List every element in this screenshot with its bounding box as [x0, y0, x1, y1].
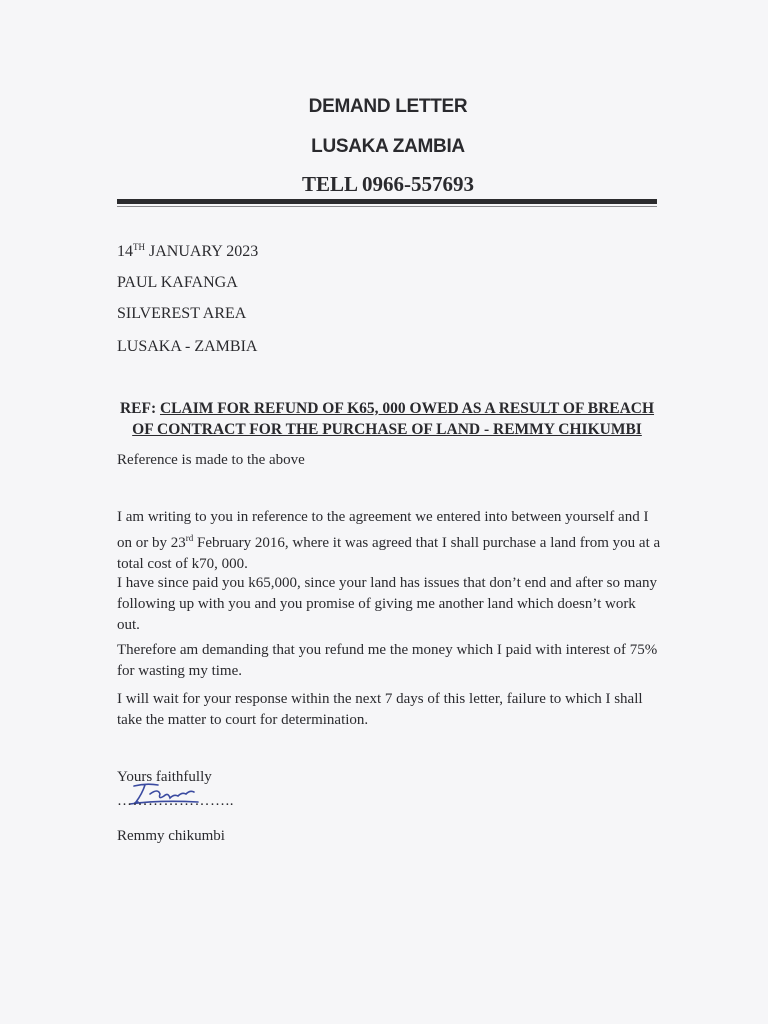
ref-line-1: CLAIM FOR REFUND OF K65, 000 OWED AS A RESULT OF BREACH	[159, 400, 655, 417]
recipient-name: PAUL KAFANGA	[117, 274, 238, 291]
paragraph-deadline: I will wait for your response within the next 7 days of this letter, failure to which I shall take the matter to court for determination.	[117, 691, 643, 728]
letter-title: DEMAND LETTER	[308, 96, 468, 117]
ref-line-2: OF CONTRACT FOR THE PURCHASE OF LAND - REMMY CHIKUMBI	[132, 421, 642, 438]
p1-sup: rd	[185, 533, 194, 543]
letter-phone: TELL 0966-557693	[301, 172, 475, 196]
date-rest: JANUARY 2023	[145, 243, 259, 260]
recipient-city: LUSAKA - ZAMBIA	[117, 338, 258, 355]
recipient-area: SILVEREST AREA	[117, 305, 247, 322]
closing-salutation: Yours faithfully	[117, 769, 212, 785]
header-rule-thin	[117, 206, 657, 207]
reference-heading	[117, 398, 657, 440]
paragraph-demand: Therefore am demanding that you refund me the money which I paid with interest of 75% for wasting my time.	[117, 642, 658, 679]
p1-text-b: February 2016, where it was agreed that I shall purchase a land from you at a total cost of k70, 000.	[117, 535, 661, 572]
signatory-name: Remmy chikumbi	[117, 828, 225, 844]
paragraph-payment: I have since paid you k65,000, since your land has issues that don’t end and after so many following up with you and you promise of giving me another land which doesn’t work out.	[117, 575, 658, 633]
p1-text-a: I am writing to you in reference to the agreement we entered into between yourself and I on or by 23	[117, 509, 649, 551]
date-day: 14	[117, 243, 133, 260]
date-suffix: TH	[133, 242, 145, 252]
paragraph-agreement	[117, 507, 662, 575]
signature-dots: …………………..	[117, 793, 234, 809]
letter-date	[117, 242, 258, 261]
header-rule	[117, 199, 657, 204]
letter-location: LUSAKA ZAMBIA	[311, 136, 465, 157]
intro-paragraph: Reference is made to the above	[117, 452, 305, 468]
ref-prefix: REF:	[119, 400, 160, 417]
